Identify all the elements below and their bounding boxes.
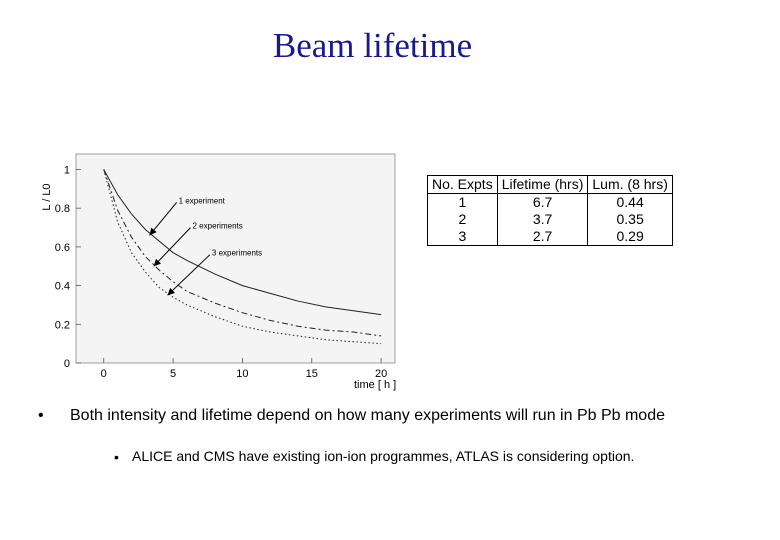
table-cell: 3.7 (497, 211, 588, 228)
table-cell: 0.35 (588, 211, 672, 228)
table-header-cell: Lum. (8 hrs) (588, 176, 672, 194)
table-header-row (428, 176, 673, 194)
y-axis-label (41, 183, 53, 210)
table-row (428, 194, 673, 212)
table-cell: 3 (428, 228, 498, 246)
y-tick-label: 0 (63, 358, 70, 370)
table-row (428, 228, 673, 246)
y-tick-label: 0.6 (54, 241, 70, 254)
y-tick-label: 0.8 (54, 203, 70, 216)
table-cell: 1 (428, 194, 498, 212)
table-cell: 0.29 (588, 228, 672, 246)
lifetime-chart (36, 152, 416, 397)
sub-bullet-marker: • (114, 449, 119, 465)
x-tick-label: 5 (170, 368, 177, 380)
table-cell: 2.7 (497, 228, 588, 246)
x-tick-label: 15 (305, 368, 318, 380)
y-tick-label: 0.4 (54, 280, 70, 293)
table-header-cell: Lifetime (hrs) (497, 176, 588, 194)
annotation-label: 3 experiments (211, 248, 263, 258)
y-tick-label: 1 (63, 164, 70, 177)
x-tick-label: 0 (100, 368, 107, 380)
annotation-label: 1 experiment (178, 196, 225, 206)
bullet-marker: • (38, 407, 44, 424)
table-header-cell: No. Expts (428, 176, 498, 194)
x-tick-label: 10 (236, 368, 249, 380)
bullet-text: Both intensity and lifetime depend on how many experiments will run in Pb Pb mode (70, 407, 665, 424)
slide-title: Beam lifetime (272, 26, 473, 65)
lifetime-table (427, 175, 673, 246)
x-axis-label: time [ h ] (354, 379, 397, 391)
table-cell: 0.44 (588, 194, 672, 212)
annotation-label: 2 experiments (192, 221, 243, 231)
y-axis-label-text: L / L0 (41, 183, 53, 211)
table-row (428, 211, 673, 228)
x-tick-label: 20 (375, 368, 388, 380)
sub-bullet-text: ALICE and CMS have existing ion-ion programmes, ATLAS is considering option. (132, 448, 635, 464)
table-cell: 6.7 (497, 194, 588, 212)
y-tick-label: 0.2 (54, 319, 70, 332)
table-cell: 2 (428, 211, 498, 228)
